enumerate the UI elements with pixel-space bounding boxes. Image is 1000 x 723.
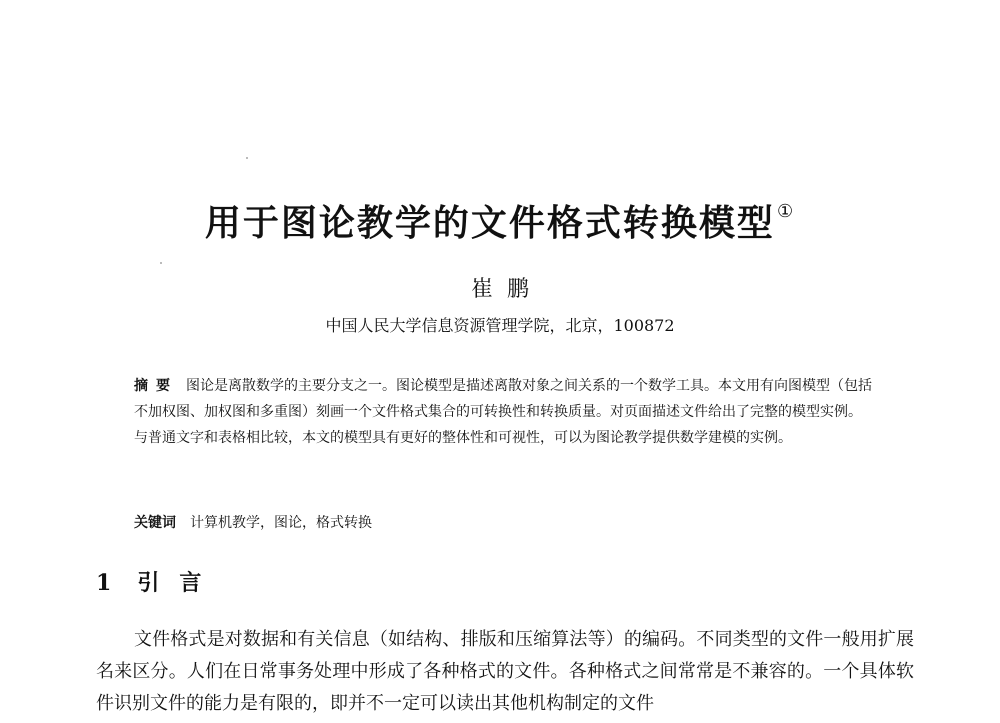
keywords [134, 510, 372, 536]
keywords-label: 关键词 [134, 515, 176, 531]
author-affiliation: 中国人民大学信息资源管理学院，北京，100872 [325, 316, 675, 335]
section-number: 1 [96, 570, 112, 596]
scan-speck [160, 262, 162, 264]
paper-title-text: 用于图论教学的文件格式转换模型 [204, 203, 775, 244]
abstract-label: 摘要 [134, 378, 178, 394]
title-footnote-mark: ① [776, 201, 796, 222]
body-paragraph: 文件格式是对数据和有关信息（如结构、排版和压缩算法等）的编码。不同类型的文件一般用扩展名来区分。人们在日常事务处理中形成了各种格式的文件。各种格式之间常常是不兼容的。一个具体软件识别文件的能力是有限的，即并不一定可以读出其他机构制定的文件 [96, 629, 914, 714]
section-title: 引言 [137, 571, 222, 596]
abstract [134, 373, 874, 451]
author-name: 崔鹏 [470, 277, 543, 302]
paper-title [0, 200, 1000, 248]
scan-speck [246, 157, 248, 159]
section-heading [96, 566, 221, 601]
keywords-text: 计算机教学，图论，格式转换 [190, 515, 372, 531]
abstract-text: 图论是离散数学的主要分支之一。图论模型是描述离散对象之间关系的一个数学工具。本文用有向图模型（包括不加权图、加权图和多重图）刻画一个文件格式集合的可转换性和转换质量。对页面描述文件给出了完整的模型实例。与普通文字和表格相比较，本文的模型具有更好的整体性和可视性，可以为图论教学提供数学建模的实例。 [134, 378, 872, 446]
